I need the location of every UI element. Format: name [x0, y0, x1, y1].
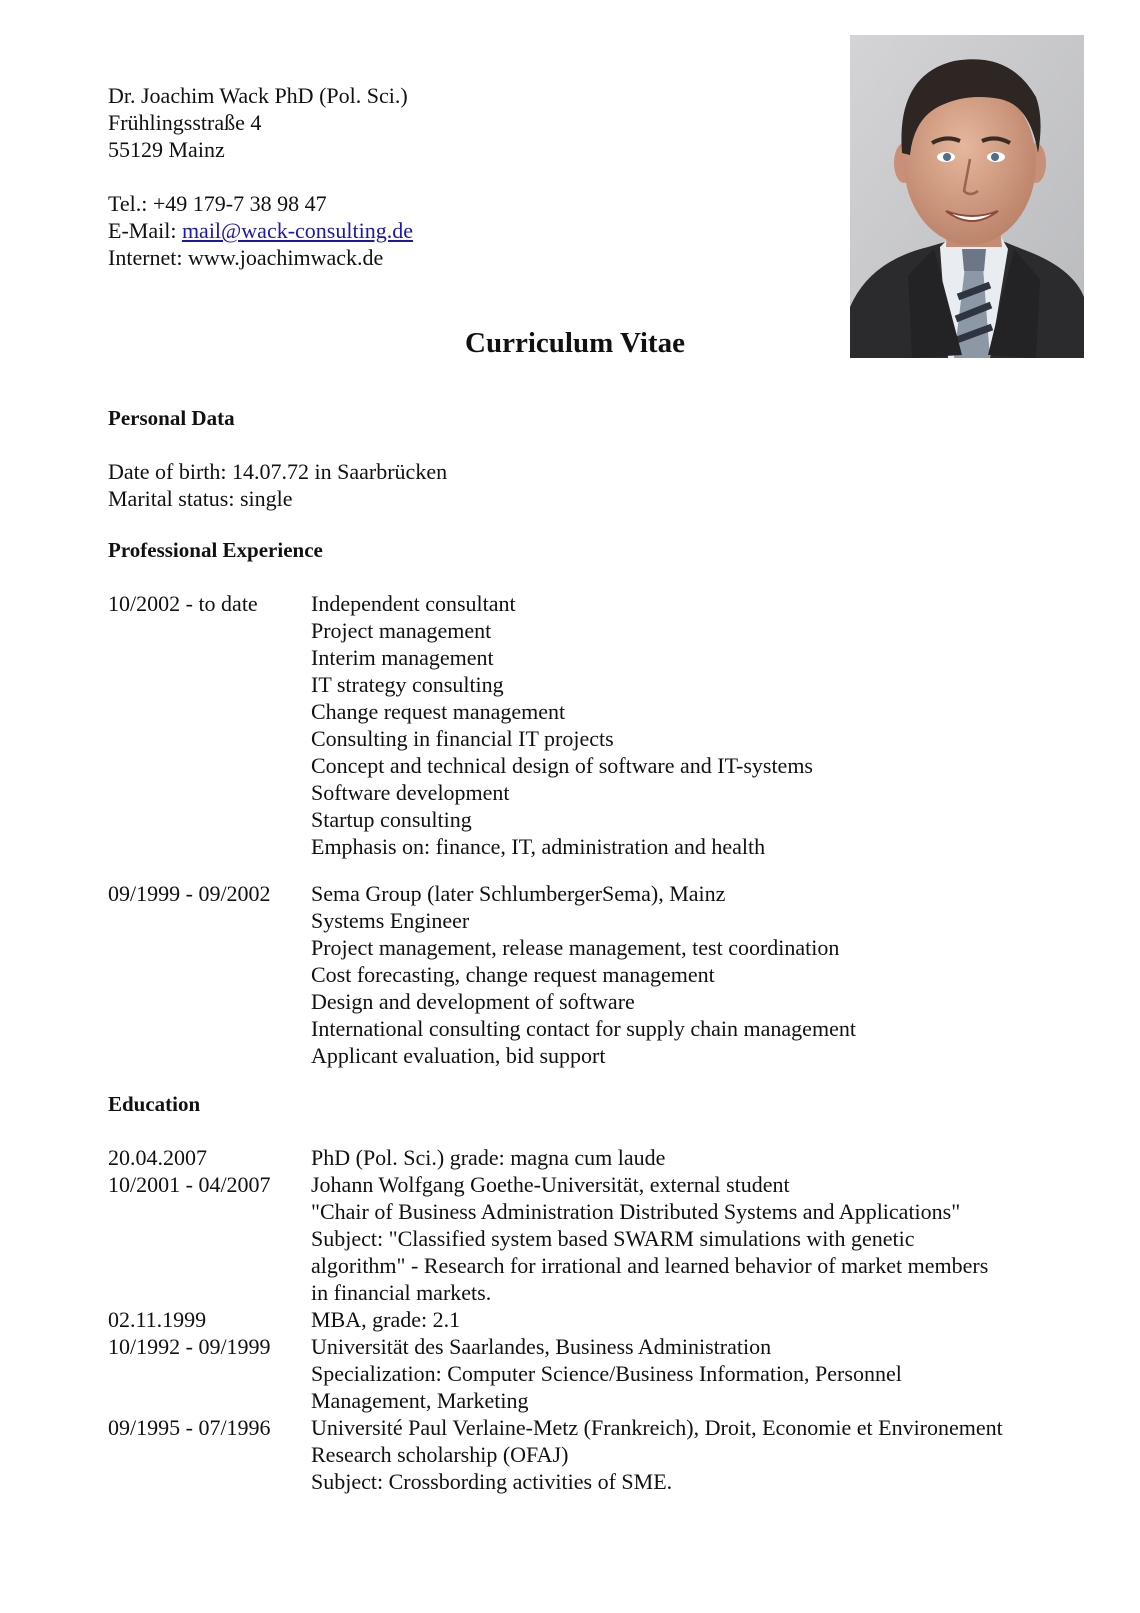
section-heading-education: Education — [108, 1092, 201, 1116]
entry-period: 10/2001 - 04/2007 — [108, 1172, 271, 1197]
entry-line: Design and development of software — [311, 989, 635, 1014]
entry-line: Université Paul Verlaine-Metz (Frankreich), Droit, Economie et Environement — [311, 1415, 1003, 1440]
entry-line: Independent consultant — [311, 591, 516, 616]
personal-data — [108, 458, 1048, 512]
entry-line: Subject: Crossbording activities of SME. — [311, 1469, 673, 1494]
contact-phone: Tel.: +49 179-7 38 98 47 — [108, 191, 327, 216]
entry-line: Universität des Saarlandes, Business Administration — [311, 1334, 772, 1359]
entry-line: Consulting in financial IT projects — [311, 726, 614, 751]
contact-street: Frühlingsstraße 4 — [108, 110, 262, 135]
section-heading-personal: Personal Data — [108, 406, 235, 430]
entry-description — [311, 590, 1048, 860]
entry-period: 09/1999 - 09/2002 — [108, 881, 271, 906]
education-entry — [108, 1414, 1048, 1495]
page-title: Curriculum Vitae — [465, 327, 685, 359]
birth-info: Date of birth: 14.07.72 in Saarbrücken — [108, 459, 448, 484]
email-label: E-Mail: — [108, 218, 182, 243]
entry-line: IT strategy consulting — [311, 672, 504, 697]
entry-description — [311, 1333, 1048, 1414]
entry-line: Project management — [311, 618, 492, 643]
entry-period: 10/1992 - 09/1999 — [108, 1334, 271, 1359]
entry-description — [311, 880, 1048, 1069]
entry-description — [311, 1414, 1048, 1495]
contact-internet: Internet: www.joachimwack.de — [108, 245, 384, 270]
entry-line: Interim management — [311, 645, 494, 670]
entry-description — [311, 1144, 1048, 1171]
entry-period: 02.11.1999 — [108, 1307, 207, 1332]
contact-city: 55129 Mainz — [108, 137, 225, 162]
entry-line: Emphasis on: finance, IT, administration and health — [311, 834, 766, 859]
entry-line: Change request management — [311, 699, 566, 724]
entry-line: Systems Engineer — [311, 908, 470, 933]
entry-line: International consulting contact for supply chain management — [311, 1016, 856, 1041]
education-list — [108, 1144, 1048, 1495]
entry-line: Research scholarship (OFAJ) — [311, 1442, 569, 1467]
contact-name: Dr. Joachim Wack PhD (Pol. Sci.) — [108, 83, 408, 108]
experience-entry — [108, 590, 1048, 860]
entry-line: "Chair of Business Administration Distributed Systems and Applications" — [311, 1199, 961, 1224]
entry-line: Specialization: Computer Science/Business Information, Personnel — [311, 1361, 902, 1386]
experience-entry — [108, 880, 1048, 1069]
contact-block — [108, 82, 413, 271]
entry-period: 10/2002 - to date — [108, 591, 258, 616]
entry-description — [311, 1171, 1048, 1306]
entry-line: Cost forecasting, change request management — [311, 962, 715, 987]
entry-line: Software development — [311, 780, 510, 805]
entry-line: Management, Marketing — [311, 1388, 529, 1413]
education-entry — [108, 1306, 1048, 1333]
entry-description — [311, 1306, 1048, 1333]
entry-line: MBA, grade: 2.1 — [311, 1307, 461, 1332]
marital-status: Marital status: single — [108, 486, 293, 511]
entry-period: 20.04.2007 — [108, 1145, 207, 1170]
entry-line: Concept and technical design of software and IT-systems — [311, 753, 813, 778]
portrait-photo — [850, 35, 1084, 358]
entry-line: Startup consulting — [311, 807, 472, 832]
education-entry — [108, 1171, 1048, 1306]
entry-line: Project management, release management, test coordination — [311, 935, 840, 960]
entry-line: algorithm" - Research for irrational and learned behavior of market members — [311, 1253, 989, 1278]
entry-line: Subject: "Classified system based SWARM simulations with genetic — [311, 1226, 915, 1251]
entry-line: PhD (Pol. Sci.) grade: magna cum laude — [311, 1145, 666, 1170]
contact-email-line — [108, 217, 413, 244]
education-entry — [108, 1144, 1048, 1171]
section-heading-experience: Professional Experience — [108, 538, 323, 562]
entry-period: 09/1995 - 07/1996 — [108, 1415, 271, 1440]
entry-line: in financial markets. — [311, 1280, 492, 1305]
education-entry — [108, 1333, 1048, 1414]
email-link[interactable]: mail@wack-consulting.de — [181, 218, 413, 243]
entry-line: Johann Wolfgang Goethe-Universität, external student — [311, 1172, 790, 1197]
entry-line: Sema Group (later SchlumbergerSema), Mainz — [311, 881, 726, 906]
entry-line: Applicant evaluation, bid support — [311, 1043, 606, 1068]
